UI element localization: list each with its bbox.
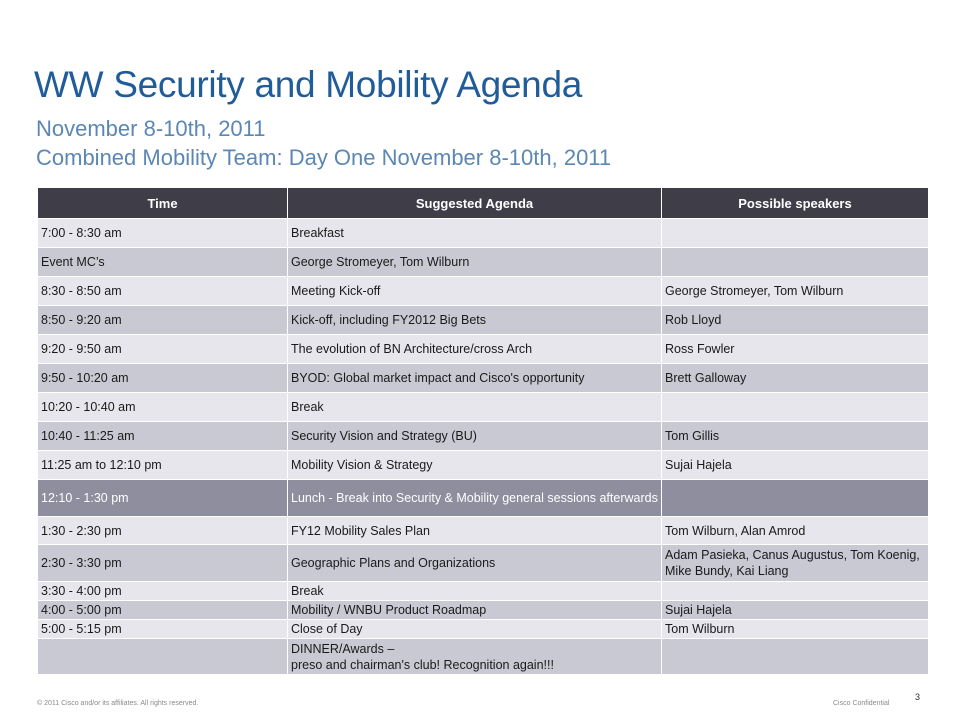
table-row — [38, 219, 929, 248]
cell-agenda: George Stromeyer, Tom Wilburn — [288, 248, 662, 277]
agenda-table — [37, 187, 929, 675]
table-row — [38, 277, 929, 306]
table-row — [38, 601, 929, 620]
cell-speakers: Sujai Hajela — [662, 601, 929, 620]
cell-speakers — [662, 248, 929, 277]
cell-time — [38, 639, 288, 675]
table-row — [38, 422, 929, 451]
cell-speakers — [662, 393, 929, 422]
cell-agenda: Security Vision and Strategy (BU) — [288, 422, 662, 451]
footer-confidential: Cisco Confidential — [833, 700, 890, 707]
cell-speakers: Sujai Hajela — [662, 451, 929, 480]
table-row — [38, 393, 929, 422]
cell-speakers: Adam Pasieka, Canus Augustus, Tom Koenig, Mike Bundy, Kai Liang — [662, 545, 929, 582]
cell-time: 4:00 - 5:00 pm — [38, 601, 288, 620]
cell-speakers: George Stromeyer, Tom Wilburn — [662, 277, 929, 306]
table-row — [38, 620, 929, 639]
cell-time: Event MC’s — [38, 248, 288, 277]
table-row — [38, 517, 929, 545]
cell-agenda: Mobility Vision & Strategy — [288, 451, 662, 480]
cell-speakers: Tom Gillis — [662, 422, 929, 451]
cell-agenda: DINNER/Awards – preso and chairman's club! Recognition again!!! — [288, 639, 662, 675]
cell-agenda: FY12 Mobility Sales Plan — [288, 517, 662, 545]
cell-agenda: Break — [288, 582, 662, 601]
cell-time: 5:00 - 5:15 pm — [38, 620, 288, 639]
table-row — [38, 335, 929, 364]
table-row — [38, 480, 929, 517]
cell-time: 10:20 - 10:40 am — [38, 393, 288, 422]
table-row — [38, 582, 929, 601]
cell-speakers: Brett Galloway — [662, 364, 929, 393]
cell-time: 8:50 - 9:20 am — [38, 306, 288, 335]
table-row — [38, 306, 929, 335]
cell-agenda: BYOD: Global market impact and Cisco's opportunity — [288, 364, 662, 393]
cell-time: 10:40 - 11:25 am — [38, 422, 288, 451]
cell-speakers — [662, 219, 929, 248]
cell-agenda: Close of Day — [288, 620, 662, 639]
table-row — [38, 545, 929, 582]
cell-agenda: Break — [288, 393, 662, 422]
header-time: Time — [38, 188, 288, 219]
header-suggested-agenda: Suggested Agenda — [288, 188, 662, 219]
cell-agenda: Lunch - Break into Security & Mobility general sessions afterwards — [288, 480, 662, 517]
table-header-row — [38, 188, 929, 219]
cell-time: 3:30 - 4:00 pm — [38, 582, 288, 601]
cell-time: 12:10 - 1:30 pm — [38, 480, 288, 517]
cell-agenda: Meeting Kick-off — [288, 277, 662, 306]
cell-speakers: Tom Wilburn — [662, 620, 929, 639]
cell-time: 9:20 - 9:50 am — [38, 335, 288, 364]
cell-speakers — [662, 639, 929, 675]
cell-time: 1:30 - 2:30 pm — [38, 517, 288, 545]
slide-title: WW Security and Mobility Agenda — [34, 64, 582, 105]
cell-speakers: Tom Wilburn, Alan Amrod — [662, 517, 929, 545]
cell-time: 9:50 - 10:20 am — [38, 364, 288, 393]
header-possible-speakers: Possible speakers — [662, 188, 929, 219]
footer-copyright: © 2011 Cisco and/or its affiliates. All rights reserved. — [37, 700, 199, 707]
cell-agenda: Geographic Plans and Organizations — [288, 545, 662, 582]
table-row — [38, 364, 929, 393]
cell-speakers — [662, 582, 929, 601]
cell-time: 11:25 am to 12:10 pm — [38, 451, 288, 480]
cell-speakers: Rob Lloyd — [662, 306, 929, 335]
cell-agenda: Kick-off, including FY2012 Big Bets — [288, 306, 662, 335]
cell-agenda: Breakfast — [288, 219, 662, 248]
table-row — [38, 248, 929, 277]
slide-subtitle-team: Combined Mobility Team: Day One November 8-10th, 2011 — [36, 145, 612, 170]
cell-agenda: The evolution of BN Architecture/cross Arch — [288, 335, 662, 364]
cell-time: 7:00 - 8:30 am — [38, 219, 288, 248]
slide-subtitle-date: November 8-10th, 2011 — [36, 116, 266, 141]
cell-time: 8:30 - 8:50 am — [38, 277, 288, 306]
cell-time: 2:30 - 3:30 pm — [38, 545, 288, 582]
cell-agenda: Mobility / WNBU Product Roadmap — [288, 601, 662, 620]
table-row — [38, 451, 929, 480]
cell-speakers — [662, 480, 929, 517]
page-number: 3 — [915, 692, 921, 702]
table-row — [38, 639, 929, 675]
cell-speakers: Ross Fowler — [662, 335, 929, 364]
